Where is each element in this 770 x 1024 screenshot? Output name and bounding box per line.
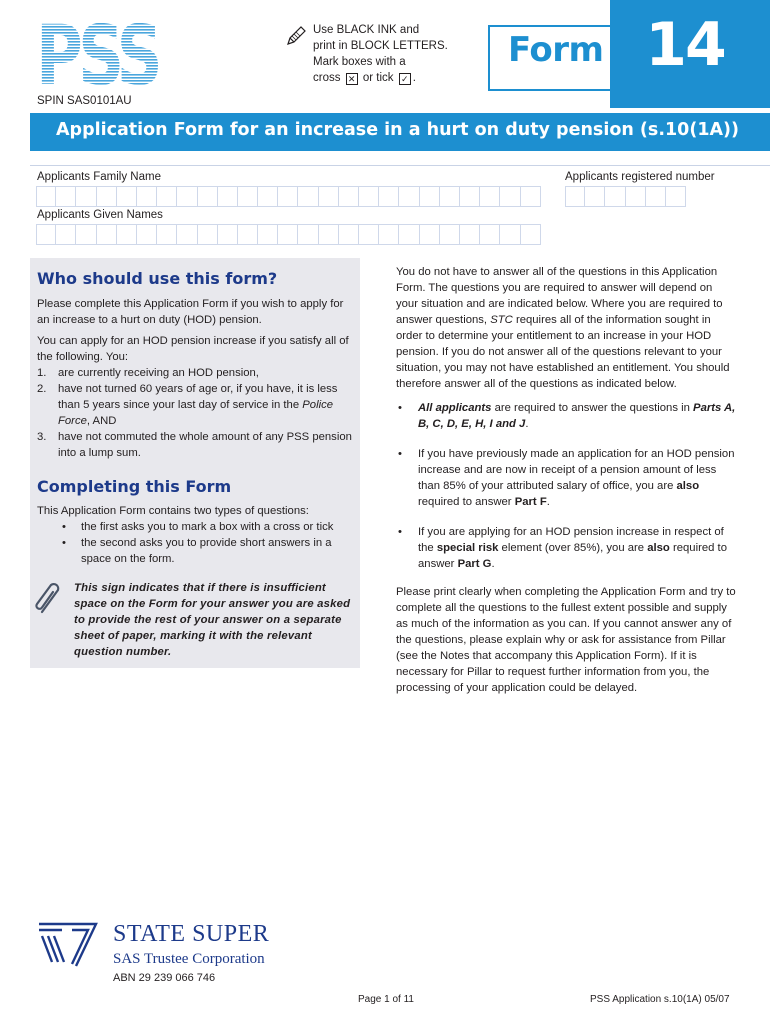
character-box[interactable] [500, 186, 520, 207]
character-box[interactable] [399, 224, 419, 245]
text-strong: also [647, 542, 670, 554]
requirement-item [396, 446, 736, 510]
character-box[interactable] [440, 224, 460, 245]
character-box[interactable] [605, 186, 625, 207]
text: element (over 85%), you are [498, 542, 648, 554]
cross-label: cross [313, 72, 341, 84]
text: If you are applying for an HOD pension increase in respect of the [418, 526, 724, 554]
text-strong: Part G [457, 558, 492, 570]
completing-section [37, 503, 355, 567]
page-number: Page 1 of 11 [358, 994, 414, 1005]
character-box[interactable] [319, 224, 339, 245]
text: . [525, 418, 529, 430]
closing-paragraph: Please print clearly when completing the Application Form and try to complete all the questions to the fullest extent possible and supply as much of the information as you can. If you cannot answer any of the questions, please explain why or ask for assistance from Pillar (see the Notes that accompany this Application Form). If it is necessary for Pillar to request further information from you, the processing of your application could be delayed. [396, 586, 736, 694]
character-box[interactable] [238, 224, 258, 245]
svg-text:PSS: PSS [36, 14, 159, 92]
text-strong: special risk [436, 542, 499, 554]
character-box[interactable] [278, 224, 298, 245]
character-box[interactable] [157, 186, 177, 207]
text: If you have previously made an application for an HOD pension increase and are now in receipt of a pension amount of less than 85% of your attributed salary of office, you are [418, 448, 735, 492]
cross-box-icon: ✕ [346, 73, 358, 85]
list-text: the second asks you to provide short answers in a space on the form. [81, 537, 332, 565]
character-box[interactable] [97, 186, 117, 207]
character-box[interactable] [278, 186, 298, 207]
character-box[interactable] [379, 186, 399, 207]
org-name: STATE SUPER [113, 921, 270, 947]
list-text-emphasis: Police Force [58, 399, 334, 427]
abn: ABN 29 239 066 746 [113, 972, 216, 984]
text: . [491, 558, 495, 570]
character-box[interactable] [36, 224, 56, 245]
list-text: have not commuted the whole amount of any PSS pension into a lump sum. [58, 431, 352, 459]
instructions-column [396, 264, 736, 696]
character-box[interactable] [137, 224, 157, 245]
form-label: Form [508, 30, 604, 70]
list-item [37, 535, 355, 567]
character-box[interactable] [585, 186, 605, 207]
instruction-line: print in BLOCK LETTERS. [313, 40, 448, 52]
bullet: • [398, 526, 402, 538]
character-box[interactable] [460, 186, 480, 207]
character-box[interactable] [157, 224, 177, 245]
character-box[interactable] [626, 186, 646, 207]
character-box[interactable] [56, 186, 76, 207]
pss-logo [36, 14, 161, 92]
registered-number-label: Applicants registered number [565, 171, 715, 183]
given-names-field[interactable] [36, 224, 541, 245]
intro-paragraph [396, 264, 736, 392]
pen-icon [284, 24, 308, 48]
bullet: • [398, 448, 402, 460]
character-box[interactable] [198, 186, 218, 207]
character-box[interactable] [97, 224, 117, 245]
page-title: Application Form for an increase in a hurt on duty pension (s.10(1A)) [56, 120, 740, 140]
requirement-item [396, 524, 736, 572]
org-subtitle: SAS Trustee Corporation [113, 951, 265, 967]
character-box[interactable] [76, 186, 96, 207]
instruction-line [313, 70, 448, 86]
instruction-line: Mark boxes with a [313, 56, 406, 68]
list-text: have not turned 60 years of age or, if you have, it is less than 5 years since your last day of service in the [58, 383, 338, 411]
list-text: are currently receiving an HOD pension, [58, 367, 259, 379]
completing-paragraph: This Application Form contains two types of questions: [37, 505, 309, 517]
text: . [546, 496, 550, 508]
character-box[interactable] [258, 186, 278, 207]
character-box[interactable] [117, 224, 137, 245]
completing-heading: Completing this Form [37, 477, 232, 496]
eligibility-list [37, 365, 355, 461]
character-box[interactable] [666, 186, 686, 207]
character-box[interactable] [218, 186, 238, 207]
family-name-field[interactable] [36, 186, 541, 207]
character-box[interactable] [298, 224, 318, 245]
state-super-logo [36, 920, 102, 970]
list-text: , AND [86, 415, 117, 427]
question-types-list [37, 519, 355, 567]
tick-box-icon: ✓ [399, 73, 411, 85]
registered-number-field[interactable] [565, 186, 686, 207]
character-box[interactable] [198, 224, 218, 245]
character-box[interactable] [379, 224, 399, 245]
list-number: 2. [37, 383, 47, 395]
character-box[interactable] [36, 186, 56, 207]
instructions [313, 22, 448, 86]
text-strong: All applicants [418, 402, 492, 414]
character-box[interactable] [238, 186, 258, 207]
paperclip-icon [34, 582, 64, 616]
list-item [37, 519, 355, 535]
character-box[interactable] [258, 224, 278, 245]
text: required to answer [418, 542, 727, 570]
character-box[interactable] [117, 186, 137, 207]
character-box[interactable] [137, 186, 157, 207]
spin-code: SPIN SAS0101AU [37, 95, 132, 107]
character-box[interactable] [359, 186, 379, 207]
text: You do not have to answer all of the questions in this Application Form. The questions you are required to answer will depend on your situation and are indicated below. Where you are required to answer questions, [396, 266, 723, 326]
character-box[interactable] [521, 224, 541, 245]
text: requires all of the information sought in order to determine your entitlement to an increase in your HOD pension. If you do not answer all of the questions relevant to your situation, you may not have established an entitlement. You should therefore answer all of the questions as indicated below. [396, 314, 730, 390]
text: are required to answer the questions in [491, 402, 694, 414]
character-box[interactable] [646, 186, 666, 207]
bullet: • [398, 402, 402, 414]
character-box[interactable] [56, 224, 76, 245]
text-emphasis: STC [490, 314, 513, 326]
who-section [37, 296, 355, 461]
character-box[interactable] [420, 186, 440, 207]
character-box[interactable] [521, 186, 541, 207]
bullet: • [62, 521, 66, 533]
document-reference: PSS Application s.10(1A) 05/07 [590, 994, 730, 1005]
character-box[interactable] [177, 224, 197, 245]
given-names-label: Applicants Given Names [37, 209, 163, 221]
who-paragraph: You can apply for an HOD pension increase if you satisfy all of the following. You: [37, 335, 349, 363]
character-box[interactable] [359, 224, 379, 245]
requirement-item [396, 400, 736, 432]
character-box[interactable] [339, 224, 359, 245]
character-box[interactable] [218, 224, 238, 245]
character-box[interactable] [565, 186, 585, 207]
character-box[interactable] [399, 186, 419, 207]
family-name-label: Applicants Family Name [37, 171, 161, 183]
character-box[interactable] [339, 186, 359, 207]
text-strong: Part F [514, 496, 547, 508]
character-box[interactable] [420, 224, 440, 245]
character-box[interactable] [480, 224, 500, 245]
text-strong: Parts A, B, C, D, E, H, I and J [418, 402, 736, 430]
attachment-note: This sign indicates that if there is insufficient space on the Form for your answer you are asked to provide the rest of your answer on a separate sheet of paper, marking it with the relevant question number. [74, 582, 351, 658]
character-box[interactable] [500, 224, 520, 245]
character-box[interactable] [460, 224, 480, 245]
bullet: • [62, 537, 66, 549]
character-box[interactable] [480, 186, 500, 207]
list-item [37, 381, 355, 429]
list-item [37, 429, 355, 461]
instruction-line: Use BLACK INK and [313, 24, 420, 36]
character-box[interactable] [177, 186, 197, 207]
text-strong: also [676, 480, 700, 492]
tick-label: or tick [362, 72, 394, 84]
who-paragraph: Please complete this Application Form if you wish to apply for an increase to a hurt on duty (HOD) pension. [37, 298, 344, 326]
who-heading: Who should use this form? [37, 269, 278, 288]
text: required to answer [418, 496, 515, 508]
character-box[interactable] [440, 186, 460, 207]
character-box[interactable] [298, 186, 318, 207]
character-box[interactable] [76, 224, 96, 245]
list-number: 3. [37, 431, 47, 443]
list-number: 1. [37, 367, 47, 379]
list-item [37, 365, 355, 381]
list-text: the first asks you to mark a box with a cross or tick [81, 521, 334, 533]
form-number: 14 [645, 10, 725, 80]
period: . [412, 72, 416, 84]
character-box[interactable] [319, 186, 339, 207]
